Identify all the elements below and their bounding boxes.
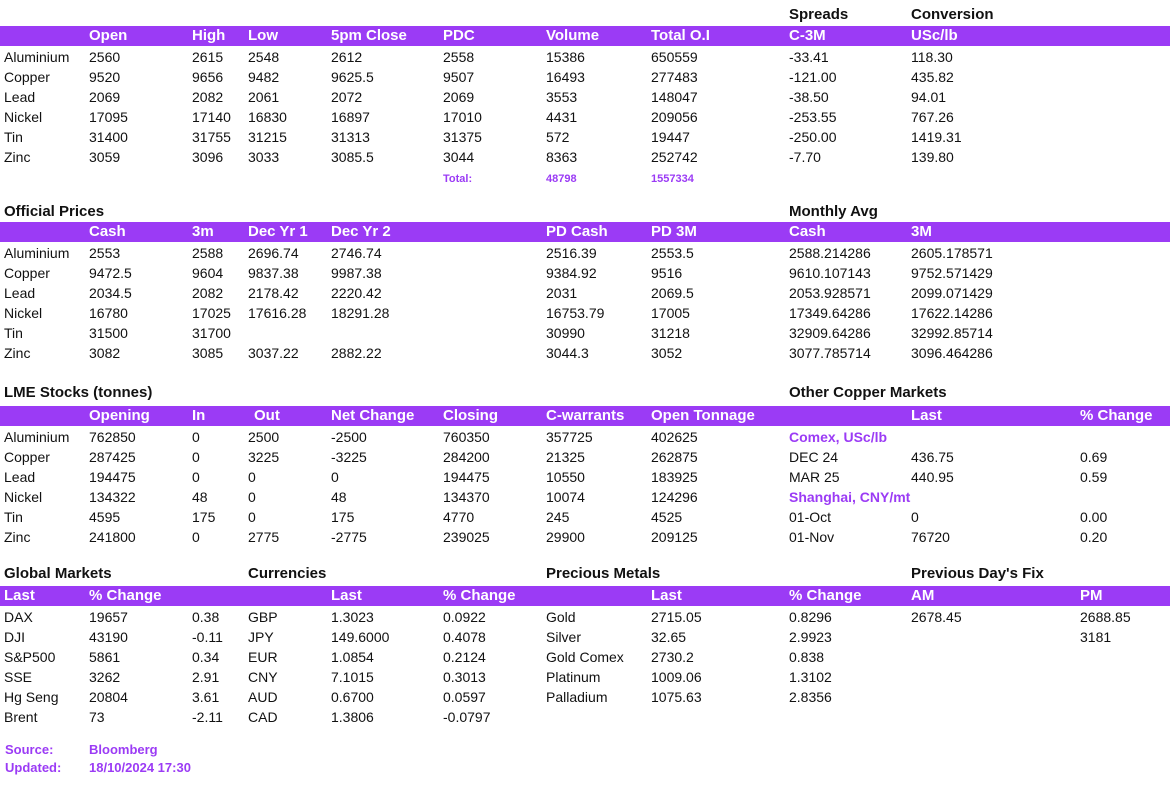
official-cell: 2588: [192, 245, 224, 261]
conversion-label: Conversion: [911, 6, 994, 23]
precious-last: 32.65: [651, 629, 687, 645]
index-last: 73: [89, 709, 105, 725]
fix-pm: 2688.85: [1080, 609, 1131, 625]
official-cell: 2034.5: [89, 285, 132, 301]
stocks-column-header: Closing: [443, 407, 498, 424]
updated-value: 18/10/2024 17:30: [89, 760, 191, 775]
prices-cell: 17010: [443, 109, 482, 125]
official-cell: 9752.571429: [911, 265, 993, 281]
index-last: 20804: [89, 689, 128, 705]
official-column-header: Cash: [89, 223, 126, 240]
official-cell: 2588.214286: [789, 245, 871, 261]
stocks-cell: 402625: [651, 429, 698, 445]
prices-cell: 2061: [248, 89, 280, 105]
prices-cell: -7.70: [789, 149, 821, 165]
stocks-cell: 183925: [651, 469, 698, 485]
metal-name: Copper: [4, 69, 50, 85]
metal-name: Nickel: [4, 489, 43, 505]
prices-cell: 31215: [248, 129, 287, 145]
precious-last: 1075.63: [651, 689, 702, 705]
metal-name: Tin: [4, 509, 23, 525]
metal-name: Copper: [4, 449, 50, 465]
global-markets-title: Global Markets: [4, 565, 112, 582]
official-column-header: PD Cash: [546, 223, 608, 240]
stocks-cell: 241800: [89, 529, 136, 545]
updated-label: Updated:: [5, 760, 62, 775]
metal-name: Nickel: [4, 109, 43, 125]
prices-cell: 31313: [331, 129, 370, 145]
global-column-header: Last: [331, 587, 362, 604]
prices-cell: 3044: [443, 149, 475, 165]
currency-last: 1.0854: [331, 649, 374, 665]
official-prices-title: Official Prices: [4, 203, 105, 220]
previous-fix-title: Previous Day's Fix: [911, 565, 1044, 582]
stocks-cell: -2500: [331, 429, 367, 445]
official-column-header: 3m: [192, 223, 214, 240]
stocks-cell: 287425: [89, 449, 136, 465]
official-cell: 9472.5: [89, 265, 132, 281]
prices-cell: 435.82: [911, 69, 954, 85]
lme-stocks-title: LME Stocks (tonnes): [4, 384, 153, 401]
precious-change: 1.3102: [789, 669, 832, 685]
total-label: Total:: [443, 173, 473, 185]
prices-cell: 209056: [651, 109, 698, 125]
prices-cell: 16897: [331, 109, 370, 125]
index-name: Brent: [4, 709, 38, 725]
index-name: SSE: [4, 669, 33, 685]
official-cell: 2746.74: [331, 245, 382, 261]
precious-change: 2.8356: [789, 689, 832, 705]
stocks-cell: 209125: [651, 529, 698, 545]
stocks-cell: 760350: [443, 429, 490, 445]
copper-change: 0.59: [1080, 469, 1108, 485]
official-cell: 17349.64286: [789, 305, 871, 321]
official-column-header: PD 3M: [651, 223, 697, 240]
metal-name: Tin: [4, 325, 23, 341]
currency-change: 0.2124: [443, 649, 486, 665]
monthly-avg-title: Monthly Avg: [789, 203, 878, 220]
index-change: 0.38: [192, 609, 220, 625]
official-cell: 2553.5: [651, 245, 694, 261]
official-cell: 17616.28: [248, 305, 307, 321]
copper-last: 76720: [911, 529, 950, 545]
prices-cell: 2615: [192, 49, 224, 65]
stocks-cell: 21325: [546, 449, 585, 465]
prices-column-header: Open: [89, 27, 128, 44]
prices-cell: 8363: [546, 149, 578, 165]
prices-cell: 2069: [89, 89, 121, 105]
stocks-cell: 0: [192, 469, 200, 485]
stocks-column-header: C-warrants: [546, 407, 625, 424]
index-name: Hg Seng: [4, 689, 59, 705]
metal-name: Lead: [4, 285, 36, 301]
prices-column-header: Volume: [546, 27, 600, 44]
prices-cell: 15386: [546, 49, 585, 65]
copper-contract: 01-Nov: [789, 529, 835, 545]
official-cell: 16753.79: [546, 305, 605, 321]
prices-cell: -33.41: [789, 49, 829, 65]
currency-change: 0.0597: [443, 689, 486, 705]
source-value: Bloomberg: [89, 742, 158, 757]
global-column-header: % Change: [789, 587, 862, 604]
prices-cell: 2069: [443, 89, 475, 105]
stocks-column-header: In: [192, 407, 206, 424]
official-cell: 18291.28: [331, 305, 390, 321]
source-label: Source:: [5, 742, 54, 757]
copper-contract: MAR 25: [789, 469, 840, 485]
prices-cell: 650559: [651, 49, 698, 65]
stocks-cell: 239025: [443, 529, 490, 545]
official-cell: 9604: [192, 265, 224, 281]
currency-change: 0.3013: [443, 669, 486, 685]
metal-name: Copper: [4, 265, 50, 281]
official-cell: 2605.178571: [911, 245, 993, 261]
currency-change: 0.0922: [443, 609, 486, 625]
prices-cell: 3033: [248, 149, 280, 165]
prices-cell: 2558: [443, 49, 475, 65]
prices-cell: 2612: [331, 49, 363, 65]
prices-column-header: Total O.I: [651, 27, 710, 44]
prices-cell: 277483: [651, 69, 698, 85]
official-cell: 2178.42: [248, 285, 299, 301]
index-name: DJI: [4, 629, 25, 645]
official-cell: 9837.38: [248, 265, 299, 281]
prices-column-header: PDC: [443, 27, 475, 44]
stocks-cell: -3225: [331, 449, 367, 465]
currency-last: 1.3023: [331, 609, 374, 625]
prices-cell: -121.00: [789, 69, 837, 85]
metal-name: Lead: [4, 89, 36, 105]
metal-name: Nickel: [4, 305, 43, 321]
total-oi: 1557334: [651, 173, 694, 185]
precious-change: 2.9923: [789, 629, 832, 645]
official-cell: 2069.5: [651, 285, 694, 301]
prices-cell: 9656: [192, 69, 224, 85]
prices-cell: 3096: [192, 149, 224, 165]
index-last: 19657: [89, 609, 128, 625]
prices-cell: 31755: [192, 129, 231, 145]
metal-name: Aluminium: [4, 245, 70, 261]
spreads-label: Spreads: [789, 6, 849, 23]
stocks-cell: 10550: [546, 469, 585, 485]
official-cell: 17622.14286: [911, 305, 993, 321]
stocks-cell: -2775: [331, 529, 367, 545]
copper-change: 0.20: [1080, 529, 1108, 545]
official-cell: 2516.39: [546, 245, 597, 261]
prices-cell: 9520: [89, 69, 121, 85]
index-last: 3262: [89, 669, 121, 685]
global-column-header: % Change: [443, 587, 516, 604]
official-cell: 3044.3: [546, 345, 589, 361]
official-cell: 2220.42: [331, 285, 382, 301]
official-cell: 9516: [651, 265, 683, 281]
stocks-cell: 0: [192, 529, 200, 545]
official-cell: 9610.107143: [789, 265, 871, 281]
precious-change: 0.8296: [789, 609, 832, 625]
precious-metal-name: Gold Comex: [546, 649, 624, 665]
official-cell: 2082: [192, 285, 224, 301]
prices-cell: 9625.5: [331, 69, 374, 85]
currency-code: AUD: [248, 689, 278, 705]
currency-code: GBP: [248, 609, 278, 625]
prices-cell: 16493: [546, 69, 585, 85]
prices-cell: 2548: [248, 49, 280, 65]
stocks-cell: 357725: [546, 429, 593, 445]
stocks-cell: 4770: [443, 509, 475, 525]
index-last: 5861: [89, 649, 121, 665]
stocks-column-header: Out: [254, 407, 280, 424]
index-name: S&P500: [4, 649, 56, 665]
official-cell: 2696.74: [248, 245, 299, 261]
currency-code: CNY: [248, 669, 278, 685]
stocks-cell: 134370: [443, 489, 490, 505]
currency-last: 149.6000: [331, 629, 390, 645]
stocks-cell: 0: [192, 429, 200, 445]
stocks-cell: 3225: [248, 449, 280, 465]
copper-change: 0.00: [1080, 509, 1108, 525]
prices-cell: 9507: [443, 69, 475, 85]
prices-cell: 139.80: [911, 149, 954, 165]
global-header-band: [0, 586, 1170, 606]
prices-cell: 19447: [651, 129, 690, 145]
official-cell: 2553: [89, 245, 121, 261]
stocks-cell: 762850: [89, 429, 136, 445]
precious-change: 0.838: [789, 649, 825, 665]
official-column-header: Dec Yr 2: [331, 223, 391, 240]
copper-change-header: % Change: [1080, 407, 1153, 424]
stocks-cell: 4525: [651, 509, 683, 525]
stocks-cell: 245: [546, 509, 570, 525]
prices-cell: 2072: [331, 89, 363, 105]
stocks-cell: 48: [331, 489, 347, 505]
stocks-column-header: Net Change: [331, 407, 415, 424]
official-cell: 31700: [192, 325, 231, 341]
prices-cell: 9482: [248, 69, 280, 85]
official-column-header: Cash: [789, 223, 826, 240]
prices-cell: 572: [546, 129, 570, 145]
global-column-header: Last: [651, 587, 682, 604]
precious-metal-name: Gold: [546, 609, 576, 625]
stocks-cell: 0: [248, 509, 256, 525]
currency-code: JPY: [248, 629, 274, 645]
official-cell: 3037.22: [248, 345, 299, 361]
prices-column-header: USc/lb: [911, 27, 958, 44]
official-cell: 31500: [89, 325, 128, 341]
prices-cell: 252742: [651, 149, 698, 165]
official-column-header: 3M: [911, 223, 932, 240]
stocks-cell: 134322: [89, 489, 136, 505]
metal-name: Zinc: [4, 529, 31, 545]
stocks-cell: 4595: [89, 509, 121, 525]
official-cell: 2099.071429: [911, 285, 993, 301]
official-cell: 3052: [651, 345, 683, 361]
stocks-column-header: Opening: [89, 407, 150, 424]
stocks-cell: 0: [248, 469, 256, 485]
stocks-cell: 194475: [443, 469, 490, 485]
prices-cell: 118.30: [911, 49, 953, 65]
currency-code: EUR: [248, 649, 278, 665]
prices-cell: 767.26: [911, 109, 954, 125]
index-change: 0.34: [192, 649, 220, 665]
precious-metal-name: Silver: [546, 629, 582, 645]
official-cell: 17005: [651, 305, 690, 321]
metal-name: Zinc: [4, 345, 31, 361]
copper-change: 0.69: [1080, 449, 1108, 465]
prices-cell: -38.50: [789, 89, 829, 105]
stocks-column-header: Open Tonnage: [651, 407, 755, 424]
metal-name: Lead: [4, 469, 36, 485]
copper-market-section: Comex, USc/lb: [789, 429, 888, 445]
total-volume: 48798: [546, 173, 577, 185]
official-cell: 3082: [89, 345, 121, 361]
prices-cell: 31375: [443, 129, 482, 145]
index-change: -0.11: [192, 629, 223, 645]
copper-last: 440.95: [911, 469, 954, 485]
official-cell: 16780: [89, 305, 128, 321]
official-column-header: Dec Yr 1: [248, 223, 308, 240]
stocks-cell: 10074: [546, 489, 585, 505]
stocks-cell: 2500: [248, 429, 280, 445]
other-copper-title: Other Copper Markets: [789, 384, 947, 401]
metal-name: Tin: [4, 129, 23, 145]
official-cell: 2882.22: [331, 345, 382, 361]
metal-name: Aluminium: [4, 49, 70, 65]
prices-cell: -250.00: [789, 129, 837, 145]
prices-cell: 31400: [89, 129, 128, 145]
official-cell: 3077.785714: [789, 345, 871, 361]
global-column-header: PM: [1080, 587, 1103, 604]
prices-cell: 2082: [192, 89, 224, 105]
currency-last: 7.1015: [331, 669, 374, 685]
precious-last: 1009.06: [651, 669, 702, 685]
precious-last: 2715.05: [651, 609, 702, 625]
stocks-cell: 0: [192, 449, 200, 465]
precious-metal-name: Platinum: [546, 669, 601, 685]
prices-cell: 1419.31: [911, 129, 962, 145]
index-change: -2.11: [192, 709, 223, 725]
metal-name: Aluminium: [4, 429, 70, 445]
precious-metals-title: Precious Metals: [546, 565, 661, 582]
stocks-cell: 0: [248, 489, 256, 505]
fix-am: 2678.45: [911, 609, 962, 625]
global-column-header: Last: [4, 587, 35, 604]
copper-last: 436.75: [911, 449, 954, 465]
prices-cell: 17140: [192, 109, 231, 125]
stocks-cell: 175: [192, 509, 216, 525]
copper-last-header: Last: [911, 407, 942, 424]
official-cell: 2053.928571: [789, 285, 871, 301]
precious-metal-name: Palladium: [546, 689, 608, 705]
prices-cell: 2560: [89, 49, 121, 65]
global-column-header: AM: [911, 587, 935, 604]
copper-last: 0: [911, 509, 919, 525]
global-column-header: % Change: [89, 587, 162, 604]
official-cell: 9384.92: [546, 265, 597, 281]
currency-last: 1.3806: [331, 709, 374, 725]
copper-market-section: Shanghai, CNY/mt: [789, 489, 911, 505]
prices-cell: 3059: [89, 149, 121, 165]
currency-change: -0.0797: [443, 709, 491, 725]
prices-cell: 3085.5: [331, 149, 374, 165]
stocks-cell: 175: [331, 509, 355, 525]
prices-cell: 4431: [546, 109, 578, 125]
official-cell: 17025: [192, 305, 231, 321]
copper-contract: 01-Oct: [789, 509, 832, 525]
stocks-cell: 124296: [651, 489, 698, 505]
prices-cell: -253.55: [789, 109, 837, 125]
prices-column-header: C-3M: [789, 27, 826, 44]
index-last: 43190: [89, 629, 128, 645]
currency-last: 0.6700: [331, 689, 374, 705]
fix-pm: 3181: [1080, 629, 1112, 645]
prices-cell: 16830: [248, 109, 287, 125]
official-cell: 3085: [192, 345, 224, 361]
currencies-title: Currencies: [248, 565, 327, 582]
official-cell: 32992.85714: [911, 325, 993, 341]
prices-cell: 148047: [651, 89, 698, 105]
stocks-cell: 48: [192, 489, 208, 505]
official-cell: 32909.64286: [789, 325, 871, 341]
prices-column-header: 5pm Close: [331, 27, 407, 44]
currency-code: CAD: [248, 709, 278, 725]
prices-cell: 17095: [89, 109, 128, 125]
official-cell: 9987.38: [331, 265, 382, 281]
stocks-cell: 2775: [248, 529, 280, 545]
prices-column-header: Low: [248, 27, 278, 44]
index-change: 3.61: [192, 689, 220, 705]
official-cell: 31218: [651, 325, 690, 341]
stocks-cell: 0: [331, 469, 339, 485]
copper-contract: DEC 24: [789, 449, 839, 465]
prices-cell: 94.01: [911, 89, 947, 105]
stocks-cell: 194475: [89, 469, 136, 485]
official-cell: 30990: [546, 325, 585, 341]
stocks-cell: 284200: [443, 449, 490, 465]
index-change: 2.91: [192, 669, 220, 685]
stocks-cell: 29900: [546, 529, 585, 545]
official-cell: 3096.464286: [911, 345, 993, 361]
prices-cell: 3553: [546, 89, 578, 105]
precious-last: 2730.2: [651, 649, 694, 665]
index-name: DAX: [4, 609, 33, 625]
metal-name: Zinc: [4, 149, 31, 165]
official-cell: 2031: [546, 285, 578, 301]
stocks-cell: 262875: [651, 449, 698, 465]
prices-column-header: High: [192, 27, 226, 44]
currency-change: 0.4078: [443, 629, 486, 645]
